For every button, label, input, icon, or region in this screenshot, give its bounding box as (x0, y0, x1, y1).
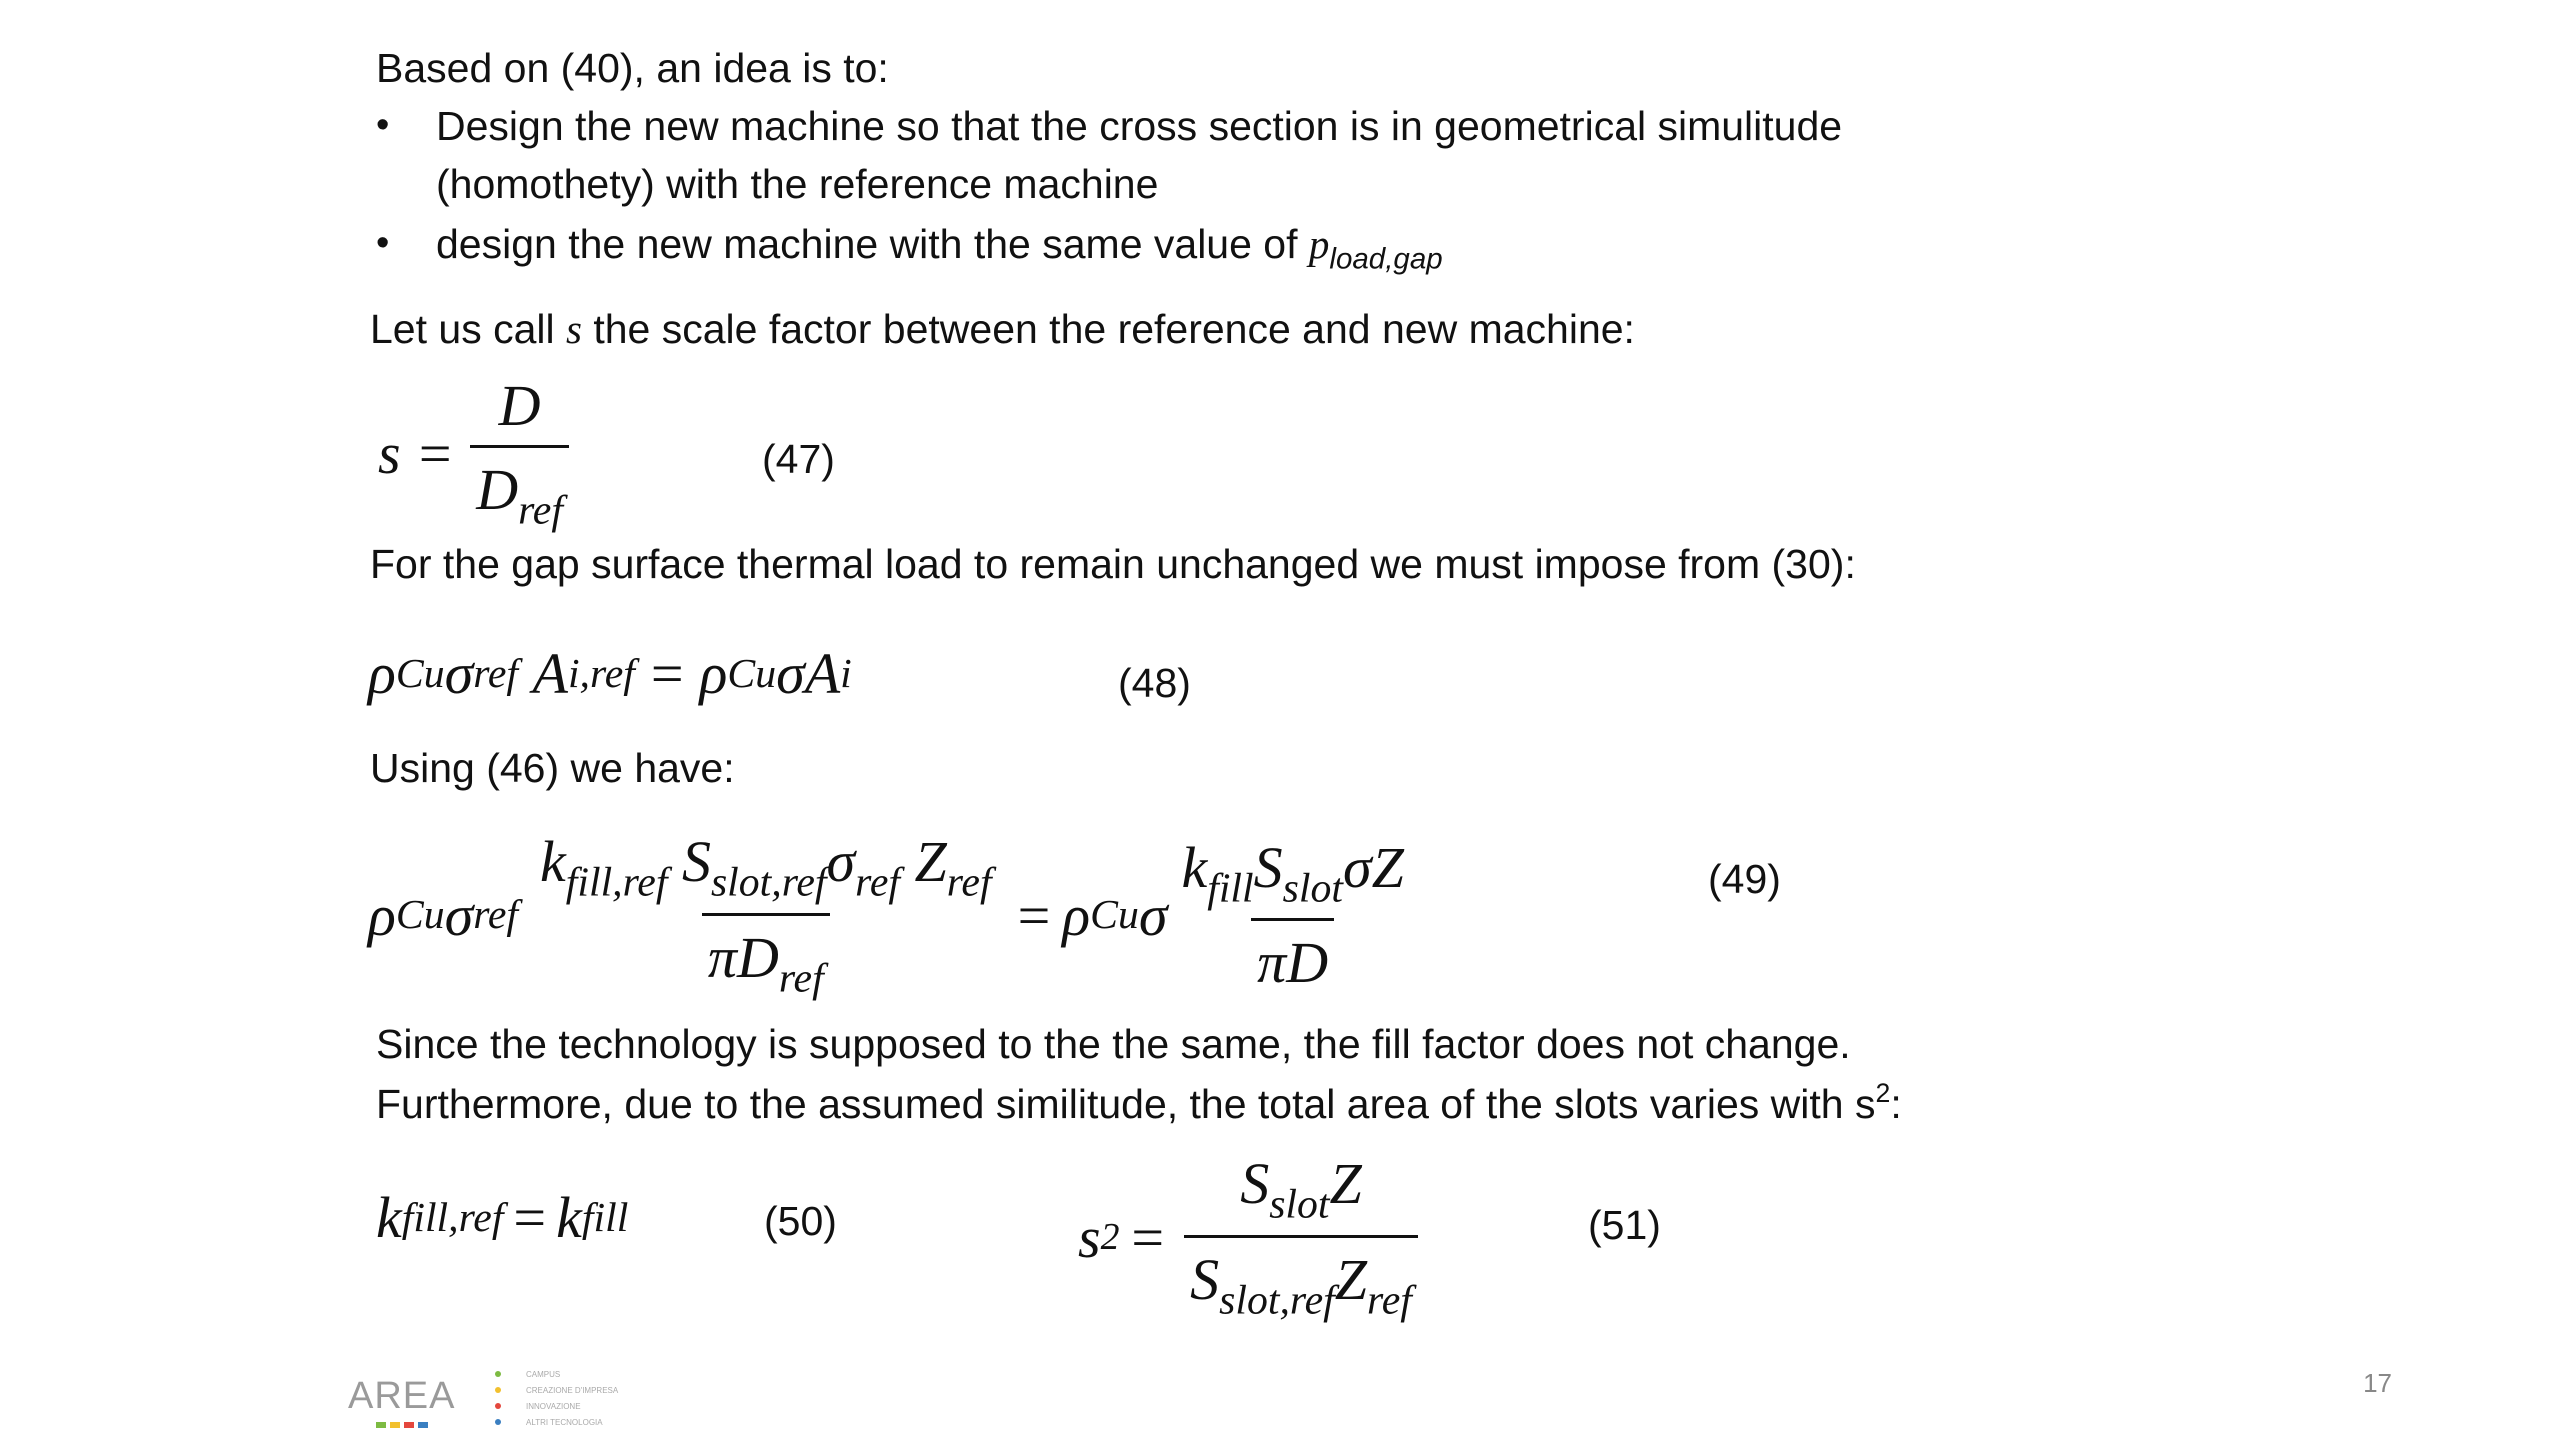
sub-cu: Cu (395, 650, 445, 697)
tagline-1: CAMPUS (526, 1370, 561, 1379)
A: A (804, 641, 841, 706)
thermal-load-line: For the gap surface thermal load to remain unchanged we must impose from (30): (370, 541, 1856, 587)
S: S (1253, 834, 1283, 900)
rho: ρ (368, 882, 396, 948)
eq49-right-denominator (1251, 918, 1334, 996)
page-number: 17 (2363, 1368, 2392, 1398)
sub-cu: Cu (395, 892, 445, 939)
sub-slot: slot (1269, 1181, 1330, 1228)
S: S (1240, 1151, 1270, 1216)
bullet-dot: • (376, 104, 390, 146)
since-line-2-text: Furthermore, due to the assumed similitude, the total area of the slots varies with s (376, 1080, 1876, 1127)
rho: ρ (699, 641, 728, 706)
Z: Z (914, 829, 947, 894)
equals: = (1131, 1204, 1165, 1270)
area-logo (346, 1368, 666, 1439)
tag-dot-yellow (495, 1387, 501, 1393)
A: A (532, 641, 568, 706)
equals: = (1017, 882, 1051, 948)
k: k (376, 1185, 402, 1250)
k: k (1181, 834, 1208, 900)
sub-cu: Cu (1090, 892, 1139, 939)
sub-slotref: slot,ref (1219, 1277, 1335, 1324)
sub-fillref: fill,ref (401, 1194, 504, 1241)
intro-line: Based on (40), an idea is to: (376, 45, 889, 91)
S: S (681, 829, 711, 894)
pi: π (1257, 930, 1287, 996)
eq47-fraction (470, 372, 569, 535)
equation-48 (368, 640, 852, 707)
since-line-2-sup: 2 (1875, 1078, 1891, 1108)
sigma: σ (826, 829, 856, 894)
tagline-4: ALTRI TECNOLOGIA (526, 1418, 603, 1427)
sub-fillref: fill,ref (565, 859, 668, 906)
rho: ρ (368, 641, 396, 706)
tag-dot-blue (495, 1419, 501, 1425)
eq51-denominator (1184, 1235, 1418, 1325)
eq47-denominator (470, 445, 569, 535)
Z: Z (1371, 834, 1404, 900)
since-line-2-end: : (1890, 1080, 1902, 1127)
equation-number-51: (51) (1588, 1202, 1661, 1248)
eq49-left-numerator (534, 828, 998, 913)
equals: = (513, 1185, 547, 1250)
k: k (540, 829, 566, 894)
equation-51 (1078, 1150, 1426, 1324)
sigma: σ (1342, 834, 1372, 900)
tag-dot-green (495, 1371, 501, 1377)
equation-50 (376, 1184, 628, 1251)
bullet-1-line-2: (homothety) with the reference machine (436, 161, 1159, 207)
equals: = (650, 641, 684, 706)
equation-number-47: (47) (762, 436, 835, 482)
sub-fill: fill (581, 1194, 629, 1241)
scale-factor-line (370, 305, 1635, 354)
Z: Z (1334, 1246, 1367, 1312)
Z: Z (1329, 1151, 1362, 1216)
since-line-2 (376, 1078, 1902, 1129)
D: D (1286, 930, 1329, 996)
equation-number-49: (49) (1708, 856, 1781, 902)
eq49-right-fraction (1175, 834, 1409, 997)
sigma: σ (444, 882, 474, 948)
pi: π (707, 924, 737, 990)
eq49-left-denominator (702, 913, 830, 1003)
sub-ref: ref (1367, 1277, 1412, 1324)
bullet-2-text: design the new machine with the same value of (436, 221, 1309, 267)
bullet-1-line-1: Design the new machine so that the cross section is in geometrical simulitude (436, 103, 1843, 149)
sub-ref: ref (855, 859, 900, 906)
tagline-3: INNOVAZIONE (526, 1402, 581, 1411)
sub-ref: ref (946, 859, 992, 906)
eq47-numerator: D (498, 373, 541, 438)
tagline-2: CREAZIONE D'IMPRESA (526, 1386, 619, 1395)
using-46-line: Using (46) we have: (370, 745, 735, 791)
eq51-numerator (1234, 1150, 1368, 1235)
sub-ref: ref (778, 955, 824, 1002)
k: k (556, 1185, 582, 1250)
rho: ρ (1062, 882, 1091, 948)
logo-text: AREA (348, 1375, 456, 1417)
area-logo-graphic (346, 1368, 666, 1434)
scale-var: s (566, 306, 582, 352)
equation-number-48: (48) (1118, 660, 1191, 706)
bullet-dot: • (376, 222, 390, 264)
sigma: σ (1138, 882, 1168, 948)
sup-2: 2 (1100, 1216, 1120, 1259)
tag-dot-red (495, 1403, 501, 1409)
sub-cu: Cu (727, 650, 777, 697)
D: D (736, 924, 779, 990)
scale-line-after: the scale factor between the reference and new machine: (581, 306, 1635, 352)
eq47-lhs: s = (378, 420, 455, 486)
s: s (1078, 1204, 1101, 1270)
equation-number-50: (50) (764, 1198, 837, 1244)
sigma: σ (444, 641, 474, 706)
sub-ref: ref (473, 650, 519, 697)
logo-dot-red (404, 1422, 414, 1428)
sub-iref: i,ref (567, 650, 635, 697)
scale-line-before: Let us call (370, 306, 566, 352)
sub-slotref: slot,ref (710, 859, 827, 906)
sub-i: i (840, 650, 852, 697)
sigma: σ (776, 641, 805, 706)
p-symbol: p (1308, 221, 1330, 267)
equation-47 (378, 372, 577, 535)
sub-ref: ref (473, 892, 519, 939)
sub-fill: fill (1207, 865, 1254, 912)
equation-49 (368, 828, 1418, 1002)
logo-dot-green (376, 1422, 386, 1428)
eq47-den-main: D (476, 457, 519, 522)
S: S (1190, 1246, 1220, 1312)
eq49-right-numerator (1175, 834, 1409, 919)
logo-dot-blue (418, 1422, 428, 1428)
eq47-den-sub: ref (518, 487, 563, 534)
logo-dot-yellow (390, 1422, 400, 1428)
eq51-fraction (1184, 1150, 1418, 1324)
sub-slot: slot (1282, 865, 1343, 912)
bullet-2 (436, 220, 1443, 277)
p-subscript: load,gap (1329, 242, 1443, 276)
eq49-left-fraction (534, 828, 998, 1002)
since-line-1: Since the technology is supposed to the the same, the fill factor does not change. (376, 1021, 1851, 1067)
